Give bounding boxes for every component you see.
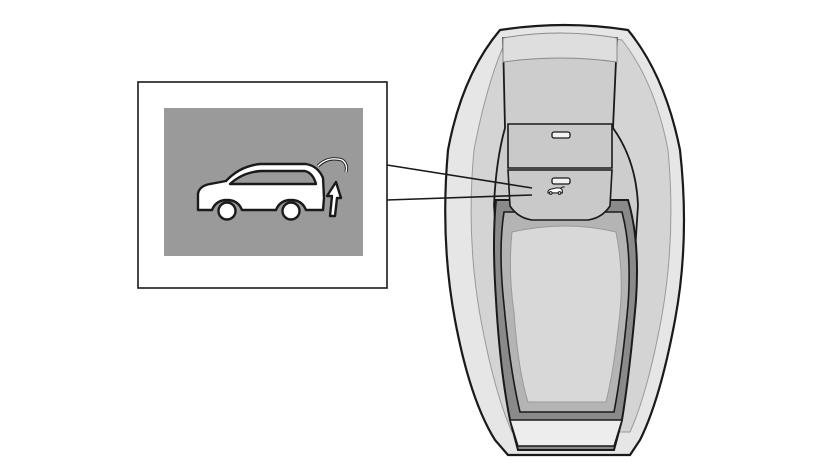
- key-fob: [445, 25, 684, 455]
- fob-top-band: [503, 33, 617, 62]
- fob-bottom-plate: [510, 420, 622, 446]
- fob-face-highlight: [510, 226, 621, 402]
- front-wheel: [219, 203, 236, 220]
- fob-upper-button[interactable]: [508, 124, 612, 168]
- callout-box: [138, 82, 387, 288]
- tailgate-button-indicator: [552, 178, 570, 184]
- rear-wheel: [283, 203, 300, 220]
- upper-button-indicator: [552, 132, 570, 138]
